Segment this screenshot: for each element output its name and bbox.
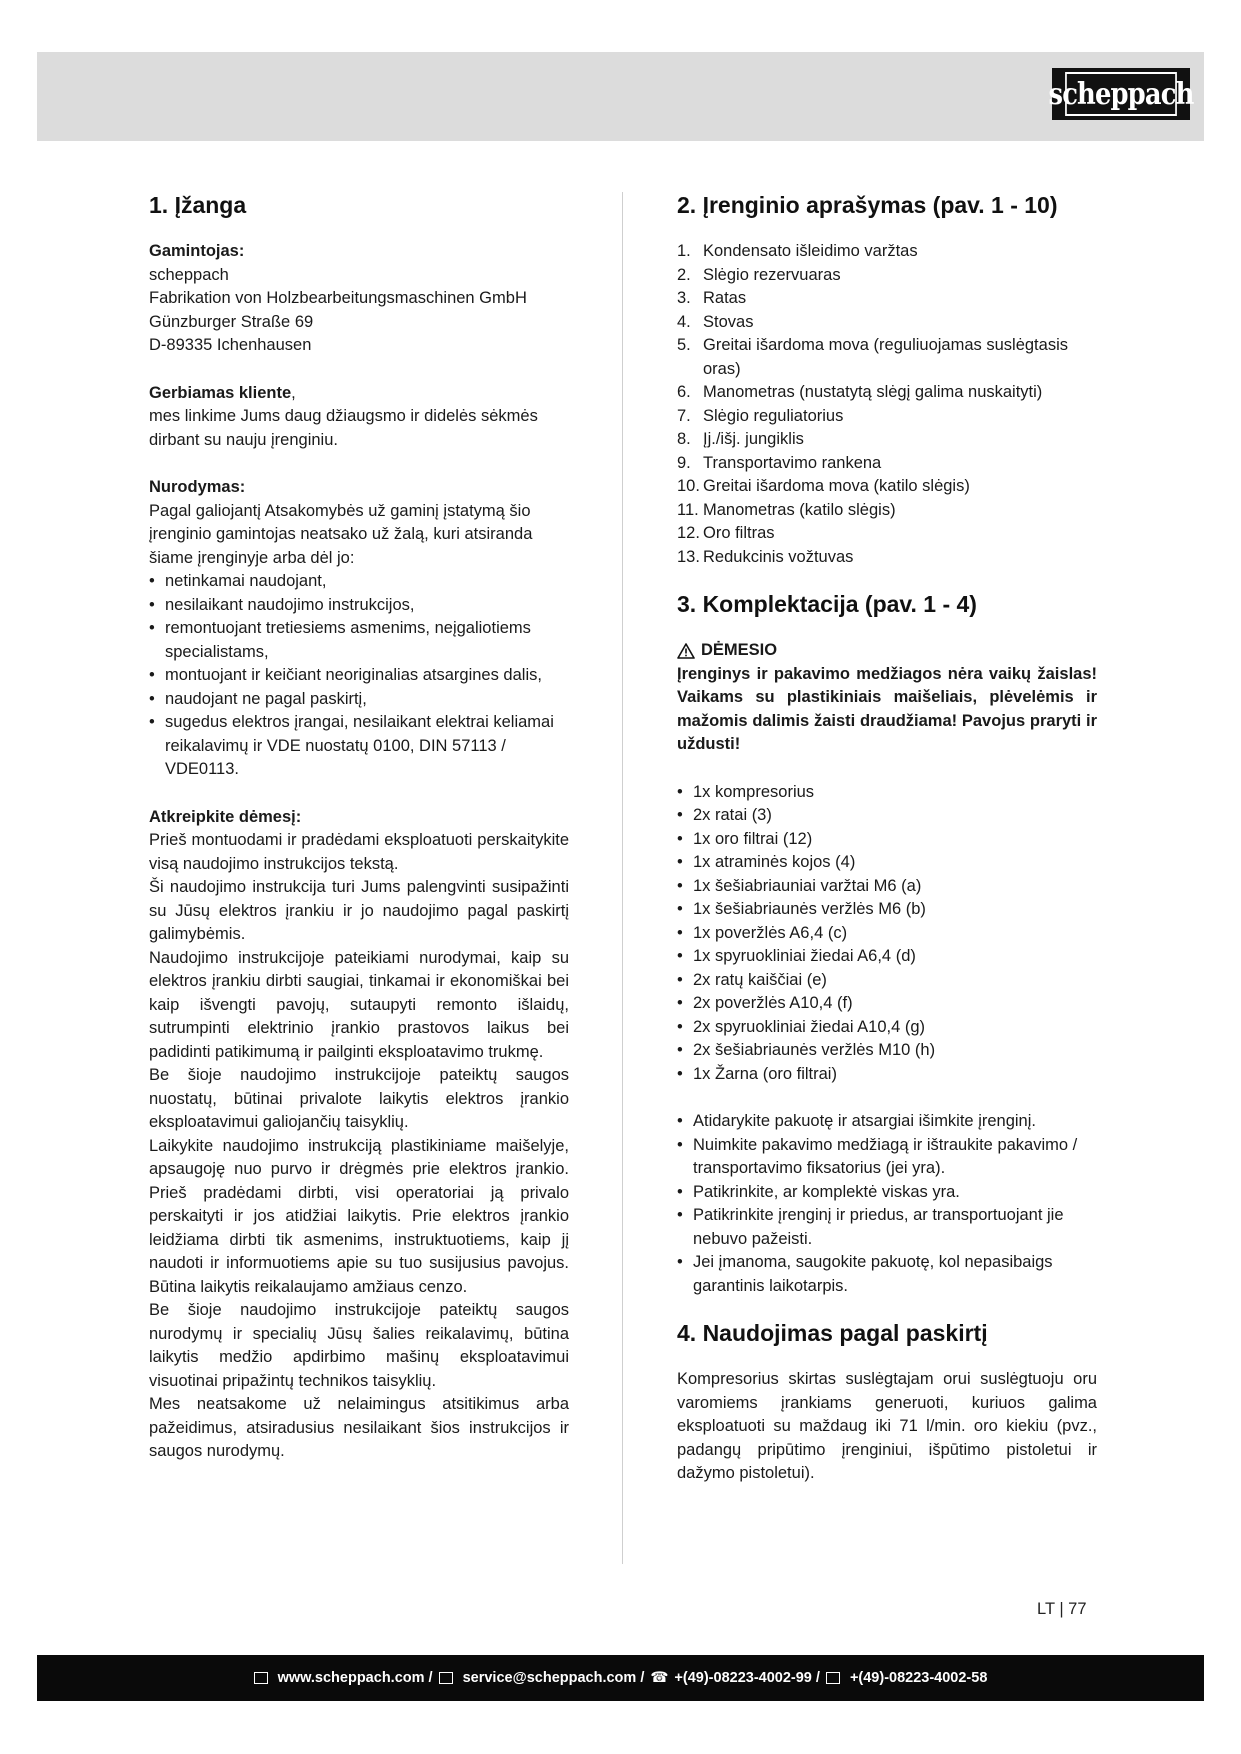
list-item: • remontuojant tretiesiems asmenims, neįgaliotiems specialistams, <box>149 617 569 664</box>
list-item: • 1x šešiabriaunės veržlės M6 (b) <box>677 898 1097 922</box>
list-item: 8. Įj./išj. jungiklis <box>677 430 804 448</box>
footer-website[interactable]: www.scheppach.com / <box>277 1670 433 1686</box>
list-item: • Patikrinkite, ar komplektė viskas yra. <box>677 1181 1097 1205</box>
list-item: 7. Slėgio reguliatorius <box>677 406 844 425</box>
attention-label: Atkreipkite dėmesį: <box>149 807 302 826</box>
left-column <box>149 190 569 1464</box>
list-item: 6. Manometras (nustatytą slėgį galima nuskaityti) <box>677 383 1043 401</box>
device-parts-list <box>677 240 1097 569</box>
warning-label: DĖMESIO <box>701 641 778 659</box>
manufacturer-line: Fabrikation von Holzbearbeitungsmaschinen GmbH <box>149 289 527 307</box>
manufacturer-line: scheppach <box>149 265 229 284</box>
intended-use-text: Kompresorius skirtas suslėgtajam orui suslėgtuoju oru varomiems įrankiams generuoti, kuriuos galima eksploatuoti su maždaug iki 71 l/min. oro kiekiu (pvz., padangų pripūtimo įrenginiui, išpūtimo pistoletui ir dažymo pistoletui). <box>677 1370 1097 1482</box>
list-item: • 1x šešiabriauniai varžtai M6 (a) <box>677 875 1097 899</box>
list-item: • netinkamai naudojant, <box>149 570 569 594</box>
list-item: 9. Transportavimo rankena <box>677 453 882 472</box>
attention-paragraph: Be šioje naudojimo instrukcijoje pateiktų saugos nurodymų ir specialių Jūsų šalies reikalavimų, būtina laikytis medžio apdirbimo mašinų eksploatavimui visuotinai pripažintų technikos taisyklių. <box>149 1301 569 1390</box>
footer-email[interactable]: service@scheppach.com / <box>462 1670 645 1686</box>
scheppach-logo <box>1048 68 1194 120</box>
email-icon <box>439 1672 453 1684</box>
dear-customer-heading <box>149 382 569 406</box>
list-item: 1. Kondensato išleidimo varžtas <box>677 242 918 260</box>
footer-phone: +(49)-08223-4002-99 / <box>674 1670 820 1686</box>
list-item: 13. Redukcinis vožtuvas <box>677 547 854 566</box>
list-item: 10. Greitai išardoma mova (katilo slėgis) <box>677 477 970 495</box>
unpacking-list <box>677 1110 1097 1298</box>
dear-label: Gerbiamas kliente <box>149 383 292 402</box>
list-item: • 1x poveržlės A6,4 (c) <box>677 922 1097 946</box>
list-item: 4. Stovas <box>677 312 754 331</box>
list-item: • nesilaikant naudojimo instrukcijos, <box>149 594 569 618</box>
attention-paragraph: Naudojimo instrukcijoje pateikiami nurodymai, kaip su elektros įrankiu dirbti saugiai, tinkamai ir ekonomiškai bei kaip išvengti pavojų, sutaupyti remonto išlaidų, sutrumpinti elektrinio įrankio prastovos laikus bei padidinti patikimumą ir pailginti eksploatavimo trukmę. <box>149 948 569 1061</box>
manufacturer-label: Gamintojas: <box>149 242 245 260</box>
logo-text: scheppach <box>1065 72 1177 116</box>
list-item: • Jei įmanoma, saugokite pakuotę, kol nepasibaigs garantinis laikotarpis. <box>677 1251 1097 1298</box>
header-band <box>37 52 1204 141</box>
list-item: • 2x šešiabriaunės veržlės M10 (h) <box>677 1039 1097 1063</box>
page-number: LT | 77 <box>1037 1600 1087 1618</box>
note-label: Nurodymas: <box>149 478 246 496</box>
list-item: 11. Manometras (katilo slėgis) <box>677 500 896 519</box>
list-item: 2. Slėgio rezervuaras <box>677 265 841 284</box>
footer-bar <box>37 1655 1204 1701</box>
list-item: • sugedus elektros įrangai, nesilaikant elektrai keliamai reikalavimų ir VDE nuostatų 0100, DIN 57113 / VDE0113. <box>149 711 569 782</box>
footer-fax: +(49)-08223-4002-58 <box>849 1670 988 1686</box>
warning-triangle-icon <box>677 643 695 659</box>
attention-paragraph: Mes neatsakome už nelaimingus atsitikimus arba pažeidimus, atsiradusius nesilaikant šios instrukcijos ir saugos nurodymų. <box>149 1395 569 1460</box>
list-item: • Nuimkite pakavimo medžiagą ir ištraukite pakavimo / transportavimo fiksatorius (jei yra). <box>677 1134 1097 1181</box>
section-4-title: 4. Naudojimas pagal paskirtį <box>677 1320 988 1346</box>
note-bullet-list <box>149 570 569 782</box>
list-item: • 2x poveržlės A10,4 (f) <box>677 992 1097 1016</box>
attention-paragraph: Prieš montuodami ir pradėdami eksploatuoti perskaitykite visą naudojimo instrukcijos tekstą. <box>149 831 569 873</box>
list-item: • montuojant ir keičiant neoriginalias atsargines dalis, <box>149 664 569 688</box>
right-column <box>677 190 1097 1486</box>
list-item: • Atidarykite pakuotę ir atsargiai išimkite įrenginį. <box>677 1110 1097 1134</box>
attention-paragraph: Be šioje naudojimo instrukcijoje pateiktų saugos nuostatų, būtinai privalote laikytis elektros įrankio eksploatavimui galiojančių taisyklių. <box>149 1066 569 1131</box>
warning-text: Įrenginys ir pakavimo medžiagos nėra vaikų žaislas! Vaikams su plastikiniais maišeliais, plėvelėmis ir mažomis dalimis žaisti draudžiama! Pavojus praryti ir uždusti! <box>677 664 1097 753</box>
column-divider <box>622 192 623 1564</box>
list-item: • Patikrinkite įrenginį ir priedus, ar transportuojant jie nebuvo pažeisti. <box>677 1204 1097 1251</box>
list-item: • 2x ratai (3) <box>677 804 1097 828</box>
list-item: • 2x spyruokliniai žiedai A10,4 (g) <box>677 1016 1097 1040</box>
note-text: Pagal galiojantį Atsakomybės už gaminį įstatymą šio įrenginio gamintojas neatsako už žalą, kuri atsiranda šiame įrenginyje arba dėl jo: <box>149 501 533 567</box>
list-item: 5. Greitai išardoma mova (reguliuojamas suslėgtasis oras) <box>677 336 1068 378</box>
dear-comma: , <box>291 383 296 402</box>
attention-paragraph: Laikykite naudojimo instrukciją plastikiniame maišelyje, apsaugoję nuo purvo ir drėgmės prie elektros įrankio. Prieš pradėdami dirbti, visi operatoriai ją privalo perskaityti ir jos atidžiai laikytis. Prie elektros įrankio leidžiama dirbti tik asmenims, instruktuotiems, kaip jį naudoti ir informuotiems apie su tuo susijusius pavojus. Būtina laikytis reikalaujamo amžiaus cenzo. <box>149 1136 569 1296</box>
list-item: 3. Ratas <box>677 289 747 307</box>
warning-heading <box>677 639 1097 663</box>
phone-icon: ☎ <box>650 1670 669 1686</box>
list-item: • 1x kompresorius <box>677 781 1097 805</box>
fax-icon <box>826 1672 840 1684</box>
website-icon <box>254 1672 268 1684</box>
list-item: • naudojant ne pagal paskirtį, <box>149 688 569 712</box>
manufacturer-line: Günzburger Straße 69 <box>149 312 314 331</box>
manufacturer-line: D-89335 Ichenhausen <box>149 336 312 354</box>
attention-paragraph: Ši naudojimo instrukcija turi Jums palengvinti susipažinti su Jūsų elektros įrankiu ir jo naudojimo pagal paskirtį galimybėmis. <box>149 878 569 943</box>
list-item: • 1x atraminės kojos (4) <box>677 851 1097 875</box>
dear-text: mes linkime Jums daug džiaugsmo ir didelės sėkmės dirbant su nauju įrenginiu. <box>149 407 538 449</box>
scope-of-delivery-list <box>677 781 1097 1087</box>
list-item: • 1x spyruokliniai žiedai A6,4 (d) <box>677 945 1097 969</box>
list-item: • 1x oro filtrai (12) <box>677 828 1097 852</box>
list-item: 12. Oro filtras <box>677 524 775 542</box>
section-1-title: 1. Įžanga <box>149 192 247 218</box>
section-2-title: 2. Įrenginio aprašymas (pav. 1 - 10) <box>677 192 1058 218</box>
list-item: • 2x ratų kaiščiai (e) <box>677 969 1097 993</box>
list-item: • 1x Žarna (oro filtrai) <box>677 1063 1097 1087</box>
section-3-title: 3. Komplektacija (pav. 1 - 4) <box>677 591 977 617</box>
